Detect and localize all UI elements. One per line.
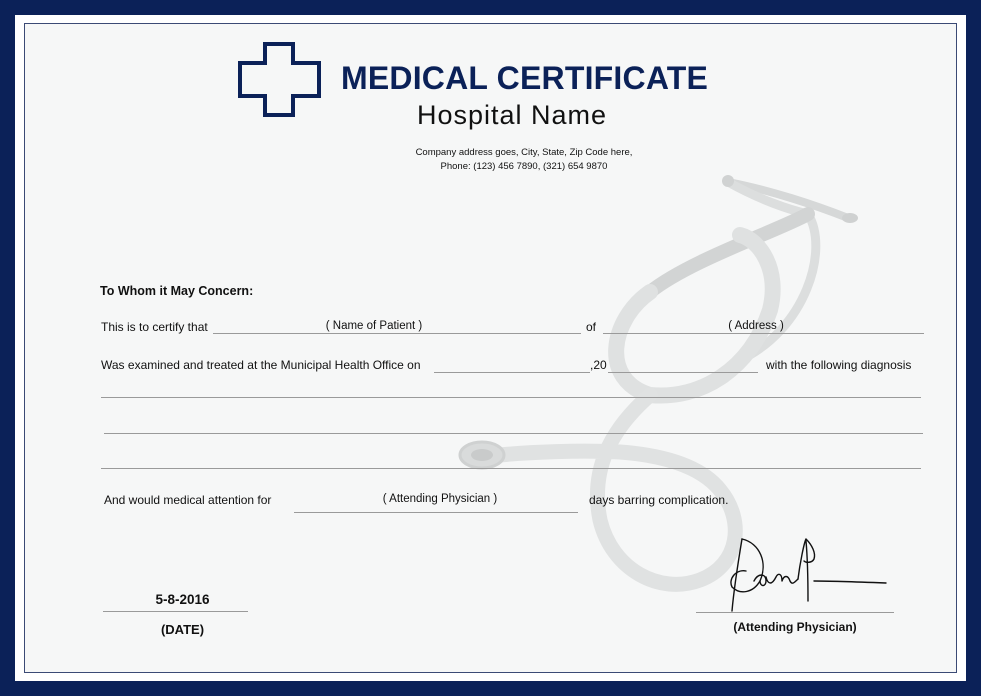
signature-line [696, 612, 894, 613]
physician-line [294, 512, 578, 513]
phone-line: Phone: (123) 456 7890, (321) 654 9870 [440, 161, 608, 172]
days-text: days barring complication. [589, 493, 729, 507]
examined-text: Was examined and treated at the Municipal Health Office on [101, 358, 421, 372]
attention-text: And would medical attention for [104, 493, 272, 507]
hospital-name: Hospital Name [417, 100, 608, 130]
salutation: To Whom it May Concern: [100, 284, 254, 298]
diagnosis-line [101, 468, 921, 469]
patient-name-placeholder: ( Name of Patient ) [325, 320, 423, 332]
year-prefix: ,20 [590, 358, 607, 372]
of-label: of [586, 320, 597, 334]
address-placeholder: ( Address ) [728, 320, 784, 332]
diagnosis-text: with the following diagnosis [766, 358, 912, 372]
diagnosis-line [104, 433, 923, 434]
signature-label: (Attending Physician) [733, 620, 857, 634]
date-value: 5-8-2016 [155, 592, 210, 607]
exam-year-line [608, 372, 758, 373]
certify-text: This is to certify that [101, 320, 208, 334]
certificate-title: MEDICAL CERTIFICATE [341, 60, 709, 96]
physician-placeholder: ( Attending Physician ) [382, 493, 498, 505]
address-line-field [603, 333, 924, 334]
date-label: (DATE) [160, 622, 205, 637]
diagnosis-line [101, 397, 921, 398]
exam-date-line [434, 372, 590, 373]
signature-image [720, 533, 890, 615]
date-line [103, 611, 248, 612]
address-line: Company address goes, City, State, Zip Code here, [415, 147, 633, 158]
patient-name-line [213, 333, 581, 334]
